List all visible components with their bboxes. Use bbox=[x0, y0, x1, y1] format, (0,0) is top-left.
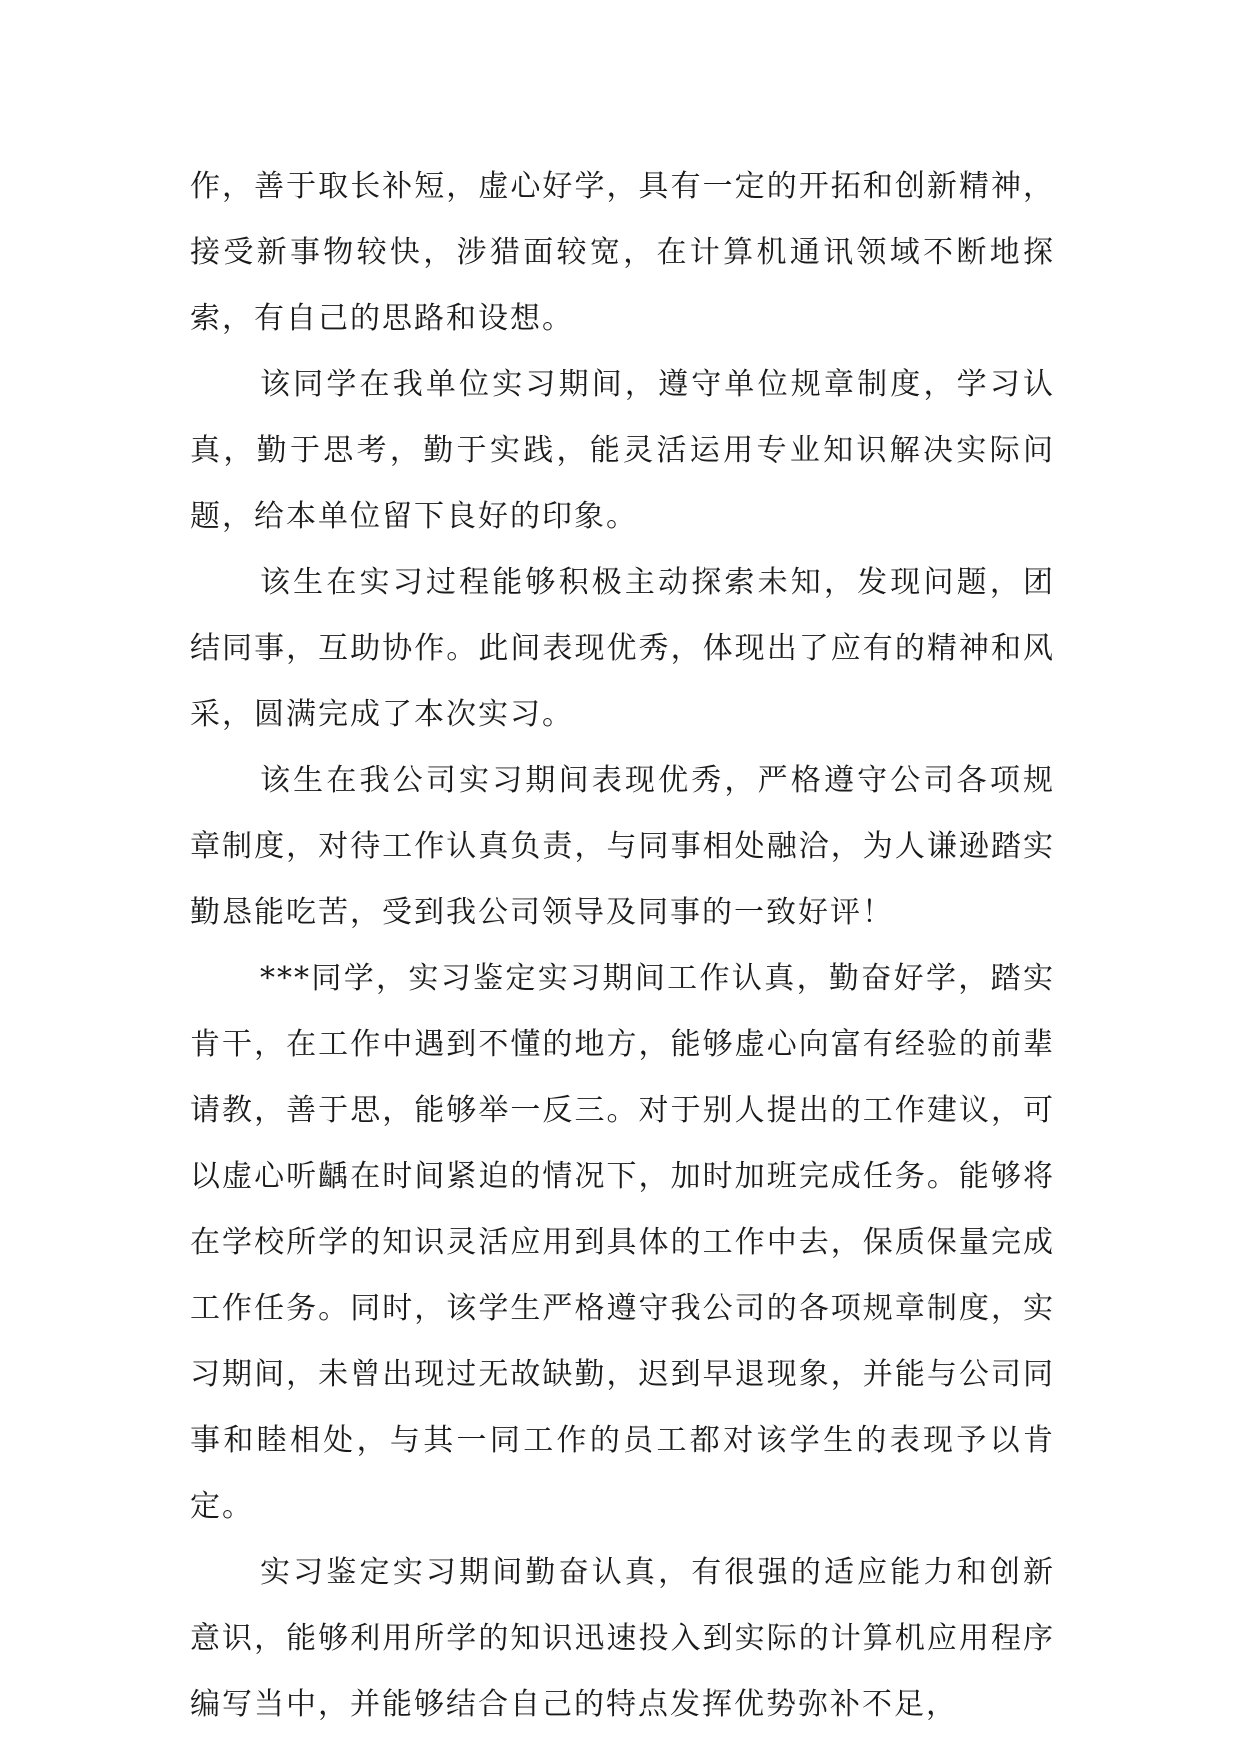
paragraph-6: 实习鉴定实习期间勤奋认真，有很强的适应能力和创新意识，能够利用所学的知识迅速投入到实际的计算机应用程序编写当中，并能够结合自己的特点发挥优势弥补不足， bbox=[190, 1555, 1055, 1722]
paragraph-2: 该同学在我单位实习期间，遵守单位规章制度，学习认真，勤于思考，勤于实践，能灵活运用专业知识解决实际问题，给本单位留下良好的印象。 bbox=[190, 367, 1055, 534]
paragraph-1: 作，善于取长补短，虚心好学，具有一定的开拓和创新精神，接受新事物较快，涉猎面较宽，在计算机通讯领域不断地探索，有自己的思路和设想。 bbox=[190, 169, 1055, 336]
paragraph-5: ***同学，实习鉴定实习期间工作认真，勤奋好学，踏实肯干，在工作中遇到不懂的地方，能够虚心向富有经验的前辈请教，善于思，能够举一反三。对于别人提出的工作建议，可以虚心听齲在时间紧迫的情况下，加时加班完成任务。能够将在学校所学的知识灵活应用到具体的工作中去，保质保量完成工作任务。同时，该学生严格遵守我公司的各项规章制度，实习期间，未曾出现过无故缺勤，迟到早退现象，并能与公司同事和睦相处，与其一同工作的员工都对该学生的表现予以肯定。 bbox=[190, 961, 1055, 1524]
paragraph-3: 该生在实习过程能够积极主动探索未知，发现问题，团结同事，互助协作。此间表现优秀，体现出了应有的精神和风采，圆满完成了本次实习。 bbox=[190, 565, 1055, 732]
paragraph-4: 该生在我公司实习期间表现优秀，严格遵守公司各项规章制度，对待工作认真负责，与同事相处融洽，为人谦逊踏实勤恳能吃苦，受到我公司领导及同事的一致好评！ bbox=[190, 763, 1055, 930]
document-body bbox=[190, 154, 1055, 1738]
